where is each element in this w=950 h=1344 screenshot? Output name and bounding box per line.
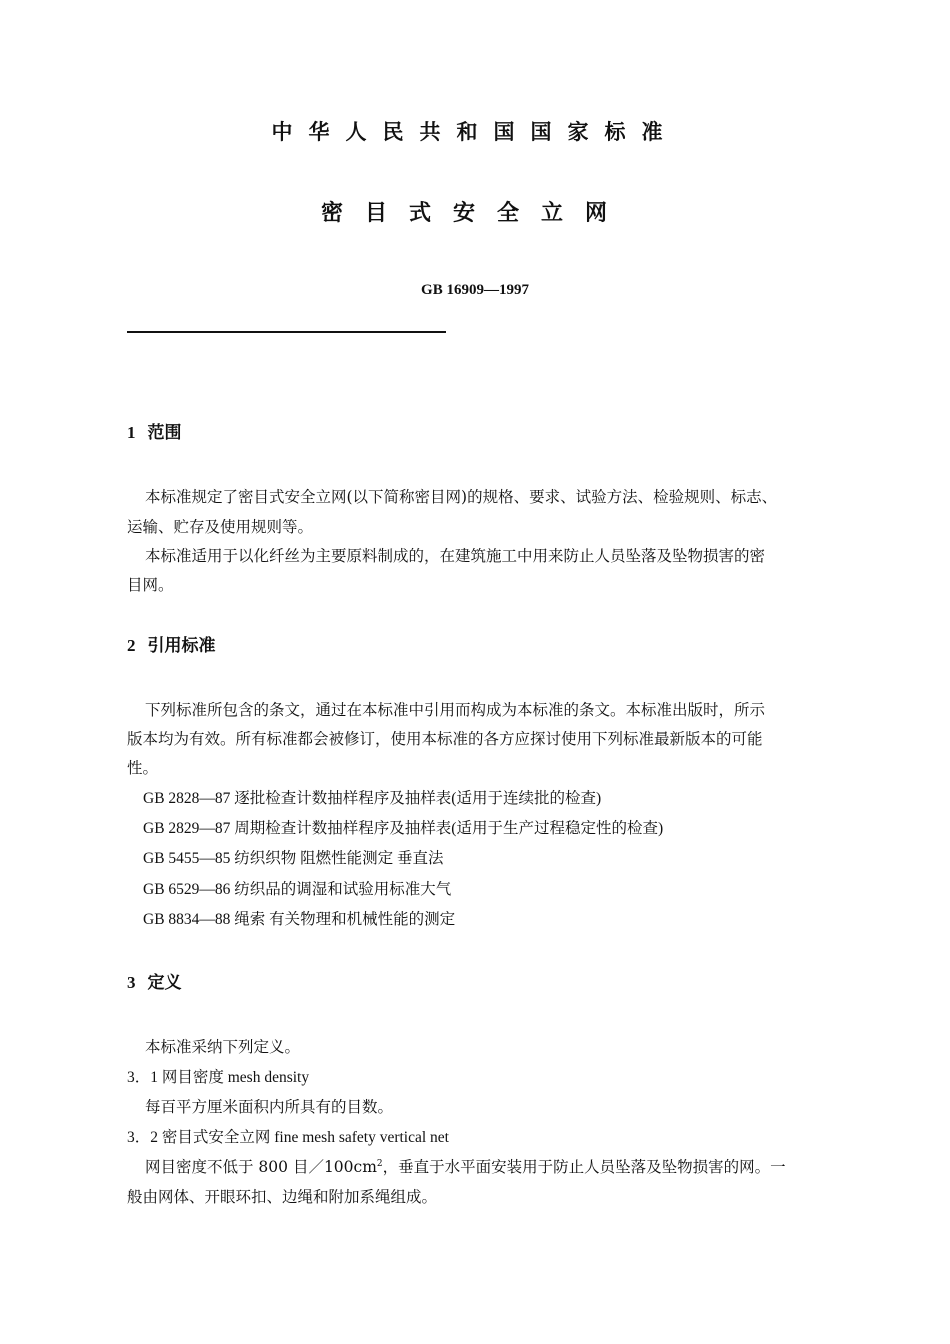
definition-3-2-text-after: ，垂直于水平面安装用于防止人员坠落及坠物损害的网。一 [382,1158,786,1176]
definition-3-2-text-line-2: 般由网体、开眼环扣、边绳和附加系绳组成。 [127,1188,438,1206]
section-1-number: 1 [127,423,136,442]
s1-paragraph-2-line-1: 本标准适用于以化纤丝为主要原料制成的，在建筑施工中用来防止人员坠落及坠物损害的密 [145,547,766,565]
section-1-heading [127,418,182,443]
reference-item: GB 2829—87 周期检查计数抽样程序及抽样表(适用于生产过程稳定性的检查) [143,820,664,837]
document-title: 密目式安全立网 [320,200,629,226]
definition-3-2-text-line-1 [145,1155,786,1177]
definition-3-2-term: 3．2 密目式安全立网 fine mesh safety vertical net [127,1129,449,1146]
section-2-heading [127,631,216,656]
section-1-title: 范围 [147,423,182,443]
reference-item: GB 6529—86 纺织品的调湿和试验用标准大气 [143,881,452,898]
reference-item: GB 5455—85 纺织织物 阻燃性能测定 垂直法 [143,850,444,867]
reference-item: GB 2828—87 逐批检查计数抽样程序及抽样表(适用于连续批的检查) [143,790,602,807]
section-3-number: 3 [127,973,136,992]
s2-paragraph-line-3: 性。 [127,759,159,777]
s2-paragraph-line-2: 版本均为有效。所有标准都会被修订，使用本标准的各方应探讨使用下列标准最新版本的可能 [127,730,763,748]
standard-code: GB 16909—1997 [421,282,529,298]
s3-intro: 本标准采纳下列定义。 [145,1038,301,1056]
s1-paragraph-1-line-2: 运输、贮存及使用规则等。 [127,518,314,536]
section-2-number: 2 [127,636,136,655]
s1-paragraph-1-line-1: 本标准规定了密目式安全立网(以下简称密目网)的规格、要求、试验方法、检验规则、标志、 [145,488,778,506]
title-divider [127,331,446,333]
definition-3-1-text: 每百平方厘米面积内所具有的目数。 [145,1098,394,1116]
s2-paragraph-line-1: 下列标准所包含的条文，通过在本标准中引用而构成为本标准的条文。本标准出版时，所示 [145,701,766,719]
national-standard-heading: 中华人民共和国国家标准 [271,119,679,144]
section-3-title: 定义 [147,973,182,993]
definition-3-2-text-before: 网目密度不低于 800 目／100cm [145,1158,377,1176]
reference-item: GB 8834—88 绳索 有关物理和机械性能的测定 [143,911,456,928]
section-2-title: 引用标准 [147,636,216,656]
section-3-heading [127,968,182,993]
s1-paragraph-2-line-2: 目网。 [127,576,174,594]
definition-3-1-term: 3．1 网目密度 mesh density [127,1069,310,1086]
superscript-2: 2 [376,1158,383,1169]
